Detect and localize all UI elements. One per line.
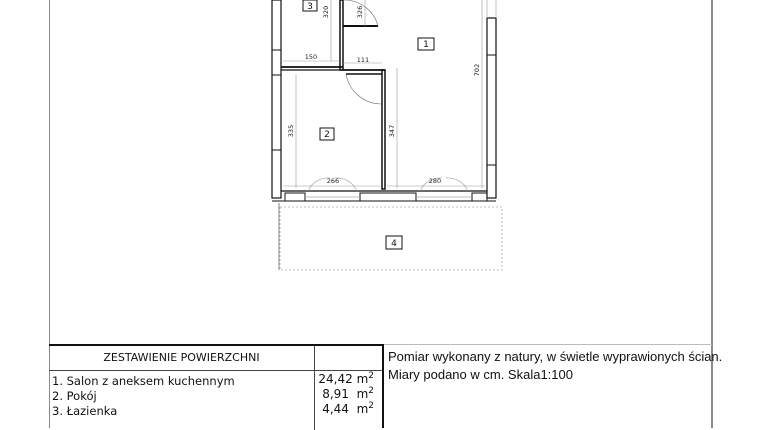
svg-text:2: 2 bbox=[324, 130, 330, 140]
svg-text:335: 335 bbox=[287, 124, 295, 138]
table-row-label: 3. Łazienka bbox=[52, 404, 118, 418]
wall-left bbox=[272, 0, 281, 198]
table-row-value: 4,44 $m^2$ bbox=[322, 401, 374, 416]
table-row-label: 2. Pokój bbox=[52, 389, 97, 403]
measurement-note bbox=[388, 348, 722, 384]
column-divider bbox=[314, 346, 315, 430]
svg-text:266: 266 bbox=[326, 177, 340, 185]
wall-right bbox=[487, 18, 496, 198]
svg-text:3: 3 bbox=[307, 2, 313, 12]
note-line-1: Pomiar wykonany z natury, w świetle wyprawionych ścian. bbox=[388, 349, 723, 364]
svg-text:4: 4 bbox=[391, 239, 397, 249]
svg-text:111: 111 bbox=[356, 56, 370, 64]
table-header bbox=[49, 346, 382, 371]
table-title: ZESTAWIENIE POWIERZCHNI bbox=[103, 351, 260, 364]
area-summary-table bbox=[49, 344, 384, 428]
svg-text:702: 702 bbox=[473, 63, 481, 77]
svg-text:347: 347 bbox=[388, 124, 396, 138]
note-line-2: Miary podano w cm. Skala1:100 bbox=[388, 367, 573, 382]
table-row-value: 24,42 $m^2$ bbox=[318, 371, 374, 386]
svg-text:1: 1 bbox=[423, 40, 429, 50]
svg-text:320: 320 bbox=[322, 5, 330, 19]
note-separator bbox=[384, 344, 712, 345]
svg-text:326: 326 bbox=[356, 5, 364, 19]
table-row-value: 8,91 $m^2$ bbox=[322, 386, 374, 401]
svg-text:150: 150 bbox=[304, 53, 318, 61]
table-row-label: 1. Salon z aneksem kuchennym bbox=[52, 374, 235, 388]
svg-text:280: 280 bbox=[428, 177, 442, 185]
